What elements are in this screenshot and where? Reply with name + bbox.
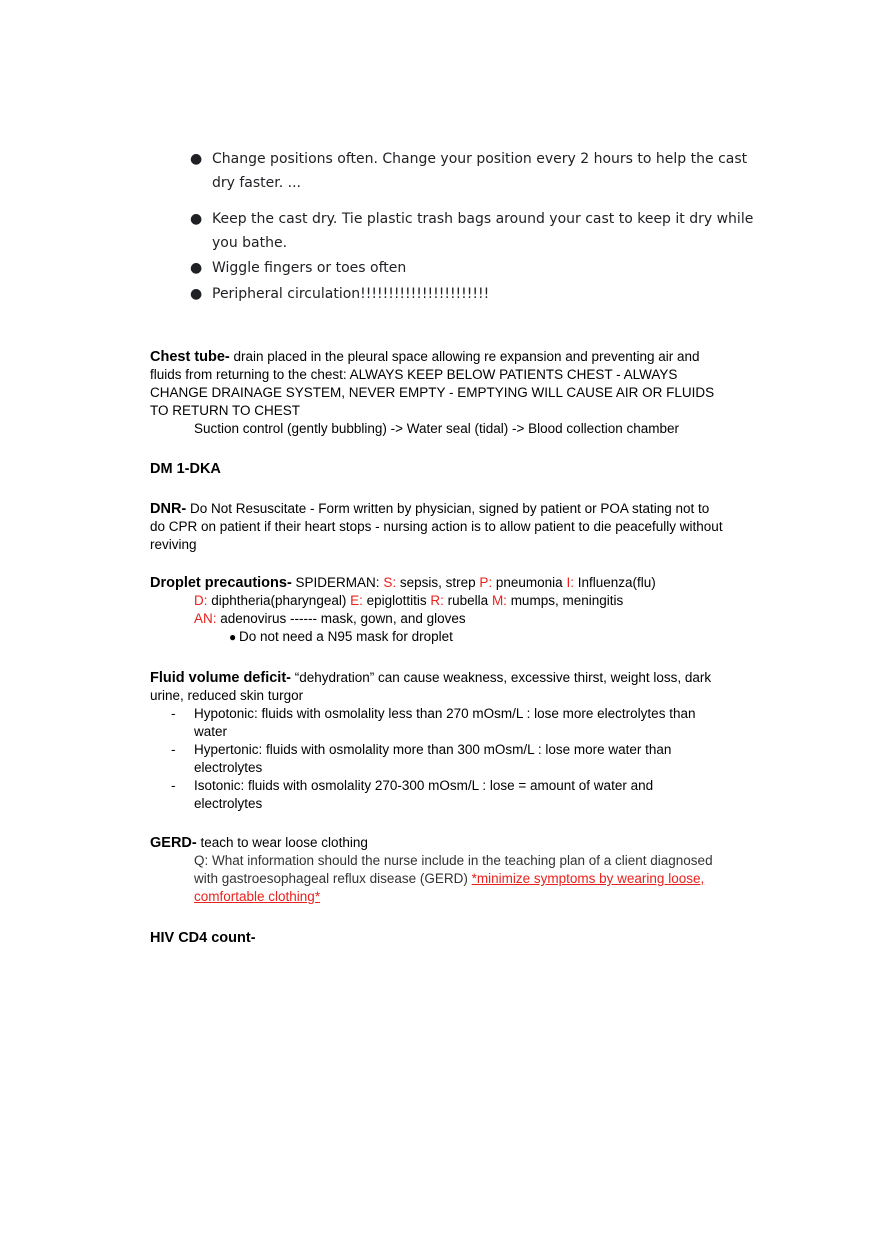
list-item: - Hypertonic: fluids with osmolality more than 300 mOsm/L : lose more water than electrolytes xyxy=(171,742,672,775)
list-item: Keep the cast dry. Tie plastic trash bags around your cast to keep it dry while you bathe. xyxy=(212,211,754,251)
dash-icon: - xyxy=(171,706,176,721)
term-dm: DM 1-DKA xyxy=(150,461,221,477)
term-chest-tube: Chest tube- xyxy=(150,349,230,365)
list-item: - Isotonic: fluids with osmolality 270-300 mOsm/L : lose = amount of water and electrolytes xyxy=(171,778,654,811)
list-item: Wiggle fingers or toes often xyxy=(212,260,407,276)
list-item: ● Do not need a N95 mask for droplet xyxy=(229,629,453,644)
term-dnr: DNR- xyxy=(150,501,187,517)
term-hiv: HIV CD4 count- xyxy=(150,930,256,946)
bullet-icon: ● xyxy=(190,211,203,227)
chest-tube-chambers: Suction control (gently bubbling) -> Water seal (tidal) -> Blood collection chamber xyxy=(194,421,679,436)
list-item: Change positions often. Change your position every 2 hours to help the cast dry faster. ... xyxy=(212,151,748,191)
term-fluid-deficit: Fluid volume deficit- xyxy=(150,670,291,686)
bullet-icon: ● xyxy=(190,151,203,167)
list-item: Peripheral circulation!!!!!!!!!!!!!!!!!!!!!!! xyxy=(212,286,490,302)
bullet-icon: ● xyxy=(190,260,203,276)
fluid-types-list xyxy=(150,705,695,813)
chest-tube-section: Chest tube- drain placed in the pleural space allowing re expansion and preventing air and fluids from returning to the chest: ALWAYS KEEP BELOW PATIENTS CHEST - ALWAYS CHANGE DRAINAGE SYSTEM, NEVER EMPTY - EMPTYING WILL CAUSE AIR OR FLUIDS TO RETURN TO CHEST Suction control (gently bubbling) -> Water seal (tidal) -> Blood collection chamber xyxy=(150,349,715,436)
droplet-section: Droplet precautions- SPIDERMAN: S: sepsis, strep P: pneumonia I: Influenza(flu) D: diphtheria(pharyngeal) E: epiglottitis R: rubella M: mumps, meningitis AN: adenovirus ------ mask, gown, and gloves ● Do not need a N95 mask for droplet xyxy=(150,575,656,644)
bullet-icon: ● xyxy=(229,630,237,644)
bullet-icon: ● xyxy=(190,286,203,302)
dnr-section: DNR- Do Not Resuscitate - Form written by physician, signed by patient or POA stating not to do CPR on patient if their heart stops - nursing action is to allow patient to die peacefully without reviving xyxy=(150,501,723,552)
dash-icon: - xyxy=(171,778,176,793)
gerd-answer: *minimize symptoms by wearing loose, xyxy=(471,871,705,886)
term-droplet: Droplet precautions- xyxy=(150,575,292,591)
fluid-deficit-section: Fluid volume deficit- “dehydration” can cause weakness, excessive thirst, weight loss, dark urine, reduced skin turgor xyxy=(150,670,712,703)
list-item: - Hypotonic: fluids with osmolality less than 270 mOsm/L : lose more electrolytes than water xyxy=(171,706,696,739)
gerd-section: GERD- teach to wear loose clothing Q: What information should the nurse include in the teaching plan of a client diagnosed with gastroesophageal reflux disease (GERD) *minimize symptoms by wearing loose, comfortable clothing* xyxy=(150,835,713,904)
term-gerd: GERD- xyxy=(150,835,197,851)
dash-icon: - xyxy=(171,742,176,757)
